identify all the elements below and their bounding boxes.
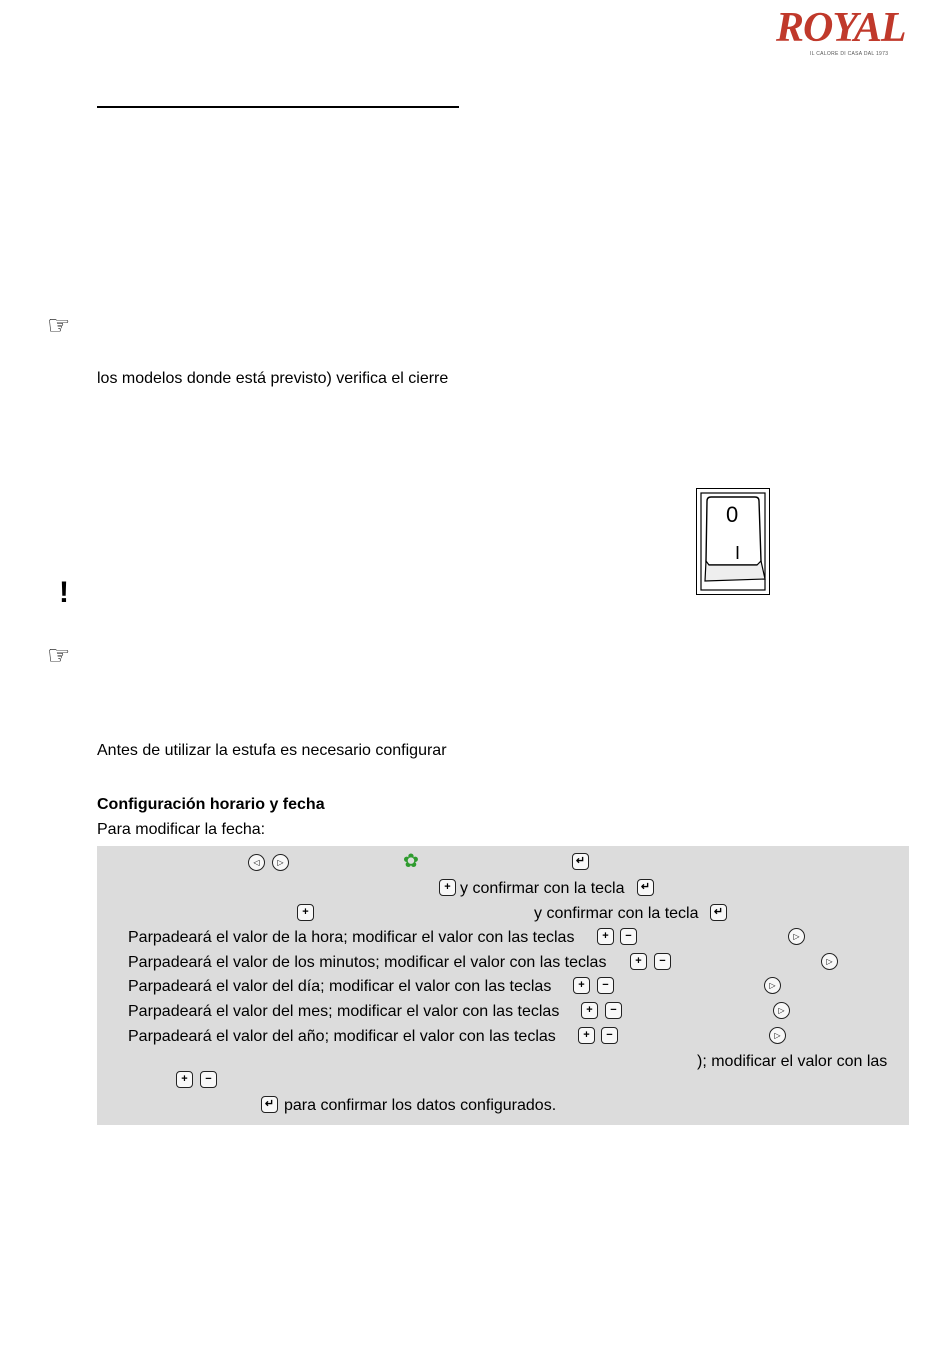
right-arrow-key-icon: ▷ — [821, 953, 838, 970]
heading-underline — [97, 106, 459, 108]
left-arrow-key-icon: ◁ — [248, 854, 265, 871]
right-arrow-key-icon: ▷ — [773, 1002, 790, 1019]
switch-label-off: 0 — [726, 502, 739, 527]
step-final-text: para confirmar los datos configurados. — [284, 1097, 557, 1114]
step-minutes-text: Parpadeará el valor de los minutos; modificar el valor con las teclas — [128, 954, 607, 971]
section-title: Configuración horario y fecha — [97, 796, 325, 813]
brand-logo — [776, 4, 911, 62]
minus-key-icon: − — [597, 977, 614, 994]
plus-key-icon: + — [573, 977, 590, 994]
gear-icon: ✿ — [403, 850, 419, 872]
minus-key-icon: − — [654, 953, 671, 970]
switch-label-on: I — [735, 543, 741, 563]
plus-key-icon: + — [578, 1027, 595, 1044]
right-arrow-key-icon: ▷ — [769, 1027, 786, 1044]
power-switch-illustration — [696, 488, 770, 595]
note-hand-icon: ☞ — [47, 311, 71, 341]
enter-key-icon: ↵ — [572, 853, 589, 870]
minus-key-icon: − — [200, 1071, 217, 1088]
right-arrow-key-icon: ▷ — [788, 928, 805, 945]
step-weekday-text: ); modificar el valor con las — [697, 1053, 888, 1070]
before-use-text: Antes de utilizar la estufa es necesario configurar — [97, 742, 447, 759]
plus-key-icon: + — [630, 953, 647, 970]
plus-key-icon: + — [439, 879, 456, 896]
plus-key-icon: + — [597, 928, 614, 945]
step-hour-text: Parpadeará el valor de la hora; modificar el valor con las teclas — [128, 929, 575, 946]
section-intro: Para modificar la fecha: — [97, 821, 266, 838]
models-text: los modelos donde está previsto) verifica el cierre — [97, 370, 449, 387]
logo-tagline: IL CALORE DI CASA DAL 1973 — [810, 51, 889, 57]
minus-key-icon: − — [605, 1002, 622, 1019]
step-year-text: Parpadeará el valor del año; modificar el valor con las teclas — [128, 1028, 556, 1045]
logo-wordmark: ROYAL — [776, 5, 906, 51]
right-arrow-key-icon: ▷ — [764, 977, 781, 994]
plus-key-icon: + — [176, 1071, 193, 1088]
minus-key-icon: − — [601, 1027, 618, 1044]
step-confirm-text: y confirmar con la tecla — [534, 905, 699, 922]
enter-key-icon: ↵ — [710, 904, 727, 921]
note-hand-icon: ☞ — [47, 641, 71, 671]
minus-key-icon: − — [620, 928, 637, 945]
enter-key-icon: ↵ — [637, 879, 654, 896]
step-confirm-text: y confirmar con la tecla — [460, 880, 625, 897]
plus-key-icon: + — [581, 1002, 598, 1019]
plus-key-icon: + — [297, 904, 314, 921]
warning-icon: ! — [59, 576, 69, 609]
enter-key-icon: ↵ — [261, 1096, 278, 1113]
step-day-text: Parpadeará el valor del día; modificar el valor con las teclas — [128, 978, 552, 995]
step-month-text: Parpadeará el valor del mes; modificar el valor con las teclas — [128, 1003, 560, 1020]
right-arrow-key-icon: ▷ — [272, 854, 289, 871]
